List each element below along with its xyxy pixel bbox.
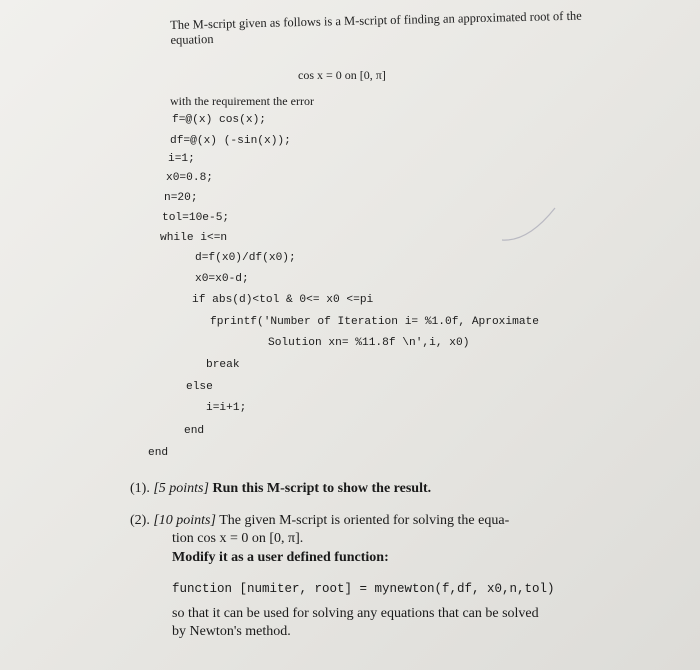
q2-modify [172,549,389,567]
code-line: df=@(x) (-sin(x)); [170,135,291,147]
code-line: end [148,447,169,459]
code-line: x0=0.8; [166,172,213,184]
question-1 [130,480,431,498]
q1-text: Run this M-script to show the result. [212,481,432,496]
requirement-text: with the requirement the error [170,94,314,108]
question-2 [130,512,509,530]
code-line: break [206,359,240,371]
intro-paragraph: The M-script given as follows is a M-script of finding an approximated root of the equation [170,8,582,47]
q2-modify-text: Modify it as a user defined function: [172,550,389,565]
code-line: Solution xn= %11.8f \n',i, x0) [268,337,470,349]
q1-points: [5 points] [153,481,209,496]
q2-number: (2). [130,513,150,528]
code-line: f=@(x) cos(x); [172,114,266,126]
q2-text-line-4: by Newton's method. [172,624,291,639]
code-line: tol=10e-5; [162,212,230,224]
code-line: while i<=n [160,232,228,244]
code-line: i=1; [168,153,195,165]
code-line: i=i+1; [206,402,247,414]
q1-number: (1). [130,481,150,496]
code-line: x0=x0-d; [195,273,249,285]
code-line: n=20; [164,192,198,204]
equation: cos x = 0 on [0, π] [298,68,386,82]
code-line: d=f(x0)/df(x0); [195,252,296,264]
q2-text-line-3: so that it can be used for solving any equations that can be solved [172,606,539,621]
code-line: end [184,425,205,437]
code-line: fprintf('Number of Iteration i= %1.0f, Aproximate [210,316,539,328]
function-signature: function [numiter, root] = mynewton(f,df, x0,n,tol) [172,582,555,596]
pen-mark [500,198,560,248]
code-line: if abs(d)<tol & 0<= x0 <=pi [192,294,374,306]
q2-text-line-2: tion cos x = 0 on [0, π]. [172,531,304,546]
q2-text-line-1: The given M-script is oriented for solving the equa- [219,513,510,528]
code-line: else [186,381,213,393]
q2-points: [10 points] [153,513,216,528]
